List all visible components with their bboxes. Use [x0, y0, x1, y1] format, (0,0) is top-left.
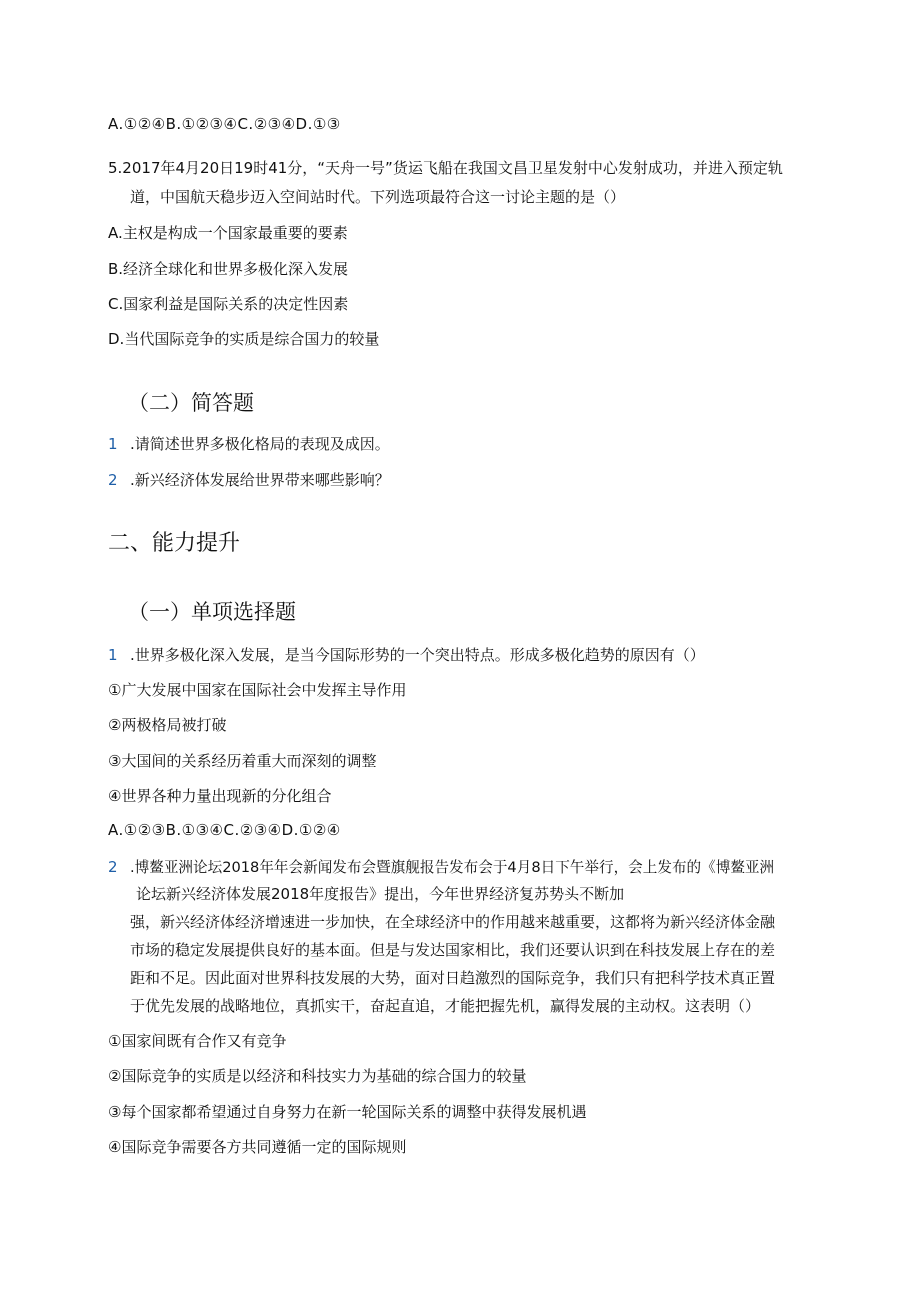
q4-options: A.①②④B.①②③④C.②③④D.①③ [108, 115, 341, 133]
q-number: 2 [108, 471, 118, 489]
q2-item-4: ④国际竞争需要各方共同遵循一定的国际规则 [108, 1138, 407, 1156]
q2-line5: 距和不足。因此面对世界科技发展的大势，面对日趋激烈的国际竞争，我们只有把科学技术真正置 [130, 969, 776, 987]
q1-item-2: ②两极格局被打破 [108, 716, 227, 734]
q1-item-4: ④世界各种力量出现新的分化组合 [108, 787, 332, 805]
single-choice-heading: （一）单项选择题 [128, 600, 296, 624]
q1-item-3: ③大国间的关系经历着重大而深刻的调整 [108, 752, 377, 770]
choice-q2 [108, 857, 774, 878]
q5-stem-line1: 5.2017年4月20日19时41分，“天舟一号”货运飞船在我国文昌卫星发射中心发射成功，并进入预定轨 [108, 159, 783, 177]
short-answer-heading: （二）简答题 [128, 391, 254, 415]
q1-options: A.①②③B.①③④C.②③④D.①②④ [108, 821, 341, 839]
short-answer-q2 [108, 470, 390, 490]
q2-item-3: ③每个国家都希望通过自身努力在新一轮国际关系的调整中获得发展机遇 [108, 1103, 587, 1121]
question-text: .世界多极化深入发展，是当今国际形势的一个突出特点。形成多极化趋势的原因有（） [130, 646, 705, 664]
q5-stem-line2: 道，中国航天稳步迈入空间站时代。下列选项最符合这一讨论主题的是（） [130, 188, 626, 206]
q5-option-c: C.国家利益是国际关系的决定性因素 [108, 295, 349, 313]
short-answer-q1 [108, 434, 390, 454]
question-text: .请简述世界多极化格局的表现及成因。 [130, 435, 390, 453]
q-number: 2 [108, 858, 118, 876]
question-text: .新兴经济体发展给世界带来哪些影响？ [130, 471, 390, 489]
question-text-line1: .博鳌亚洲论坛2018年年会新闻发布会暨旗舰报告发布会于4月8日下午举行，会上发布的《博鳌亚洲 [130, 859, 775, 876]
q5-option-d: D.当代国际竞争的实质是综合国力的较量 [108, 330, 380, 348]
section-heading: 二、能力提升 [108, 531, 241, 556]
q2-line2: 论坛新兴经济体发展2018年度报告》提出，今年世界经济复苏势头不断加 [136, 885, 625, 903]
choice-q1 [108, 645, 705, 665]
q5-option-b: B.经济全球化和世界多极化深入发展 [108, 260, 349, 278]
q-number: 1 [108, 646, 118, 664]
q2-line3: 强，新兴经济体经济增速进一步加快，在全球经济中的作用越来越重要，这都将为新兴经济体金融 [130, 913, 776, 931]
q2-line4: 市场的稳定发展提供良好的基本面。但是与发达国家相比，我们还要认识到在科技发展上存在的差 [130, 941, 776, 959]
q2-item-1: ①国家间既有合作又有竞争 [108, 1032, 287, 1050]
q-number: 1 [108, 435, 118, 453]
q5-option-a: A.主权是构成一个国家最重要的要素 [108, 224, 348, 242]
q1-item-1: ①广大发展中国家在国际社会中发挥主导作用 [108, 681, 407, 699]
q2-line6: 于优先发展的战略地位，真抓实干，奋起直追，才能把握先机，赢得发展的主动权。这表明（） [130, 997, 761, 1015]
q2-item-2: ②国际竞争的实质是以经济和科技实力为基础的综合国力的较量 [108, 1067, 527, 1085]
